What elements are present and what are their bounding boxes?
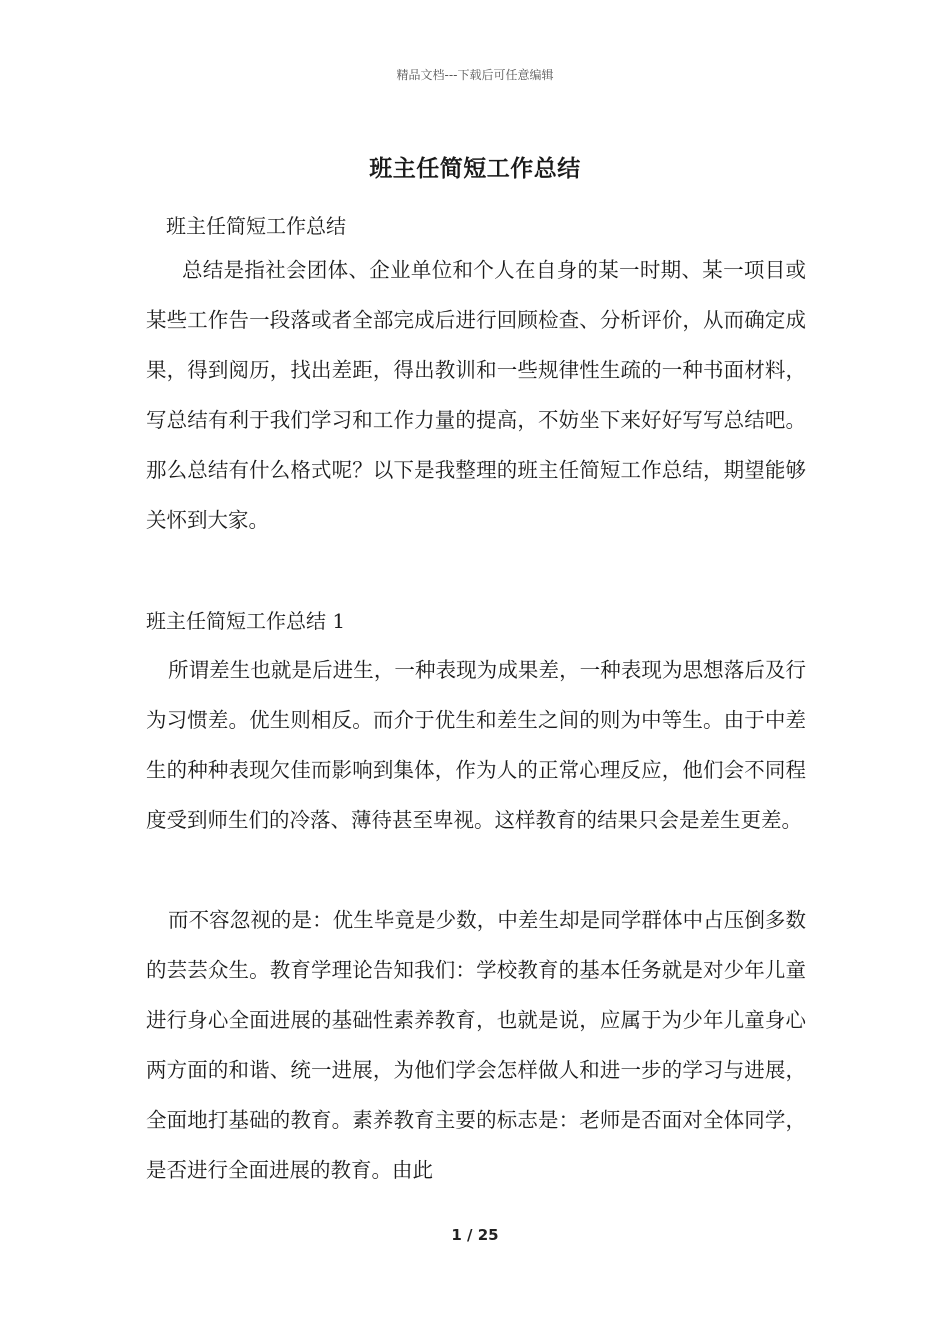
- body-paragraph-1: 所谓差生也就是后进生，一种表现为成果差，一种表现为思想落后及行为习惯差。优生则相反。而介于优生和差生之间的则为中等生。由于中差生的种种表现欠佳而影响到集体，作为人的正常心理反应，他们会不同程度受到师生们的冷落、薄待甚至卑视。这样教育的结果只会是差生更差。: [146, 658, 806, 832]
- intro-paragraph: 总结是指社会团体、企业单位和个人在自身的某一时期、某一项目或某些工作告一段落或者全部完成后进行回顾检查、分析评价，从而确定成果，得到阅历，找出差距，得出教训和一些规律性生疏的一种书面材料，写总结有利于我们学习和工作力量的提高，不妨坐下来好好写写总结吧。那么总结有什么格式呢？以下是我整理的班主任简短工作总结，期望能够关怀到大家。: [146, 258, 806, 532]
- document-subtitle: 班主任简短工作总结: [166, 214, 346, 238]
- page-number: 1 / 25: [451, 1226, 499, 1244]
- page-header-note: 精品文档---下载后可任意编辑: [396, 68, 554, 82]
- section-heading: 班主任简短工作总结 1: [146, 609, 346, 633]
- document-title: 班主任简短工作总结: [369, 155, 581, 182]
- body-paragraph-2: 而不容忽视的是：优生毕竟是少数，中差生却是同学群体中占压倒多数的芸芸众生。教育学理论告知我们：学校教育的基本任务就是对少年儿童进行身心全面进展的基础性素养教育，也就是说，应属于为少年儿童身心两方面的和谐、统一进展，为他们学会怎样做人和进一步的学习与进展，全面地打基础的教育。素养教育主要的标志是：老师是否面对全体同学，是否进行全面进展的教育。由此: [146, 908, 806, 1182]
